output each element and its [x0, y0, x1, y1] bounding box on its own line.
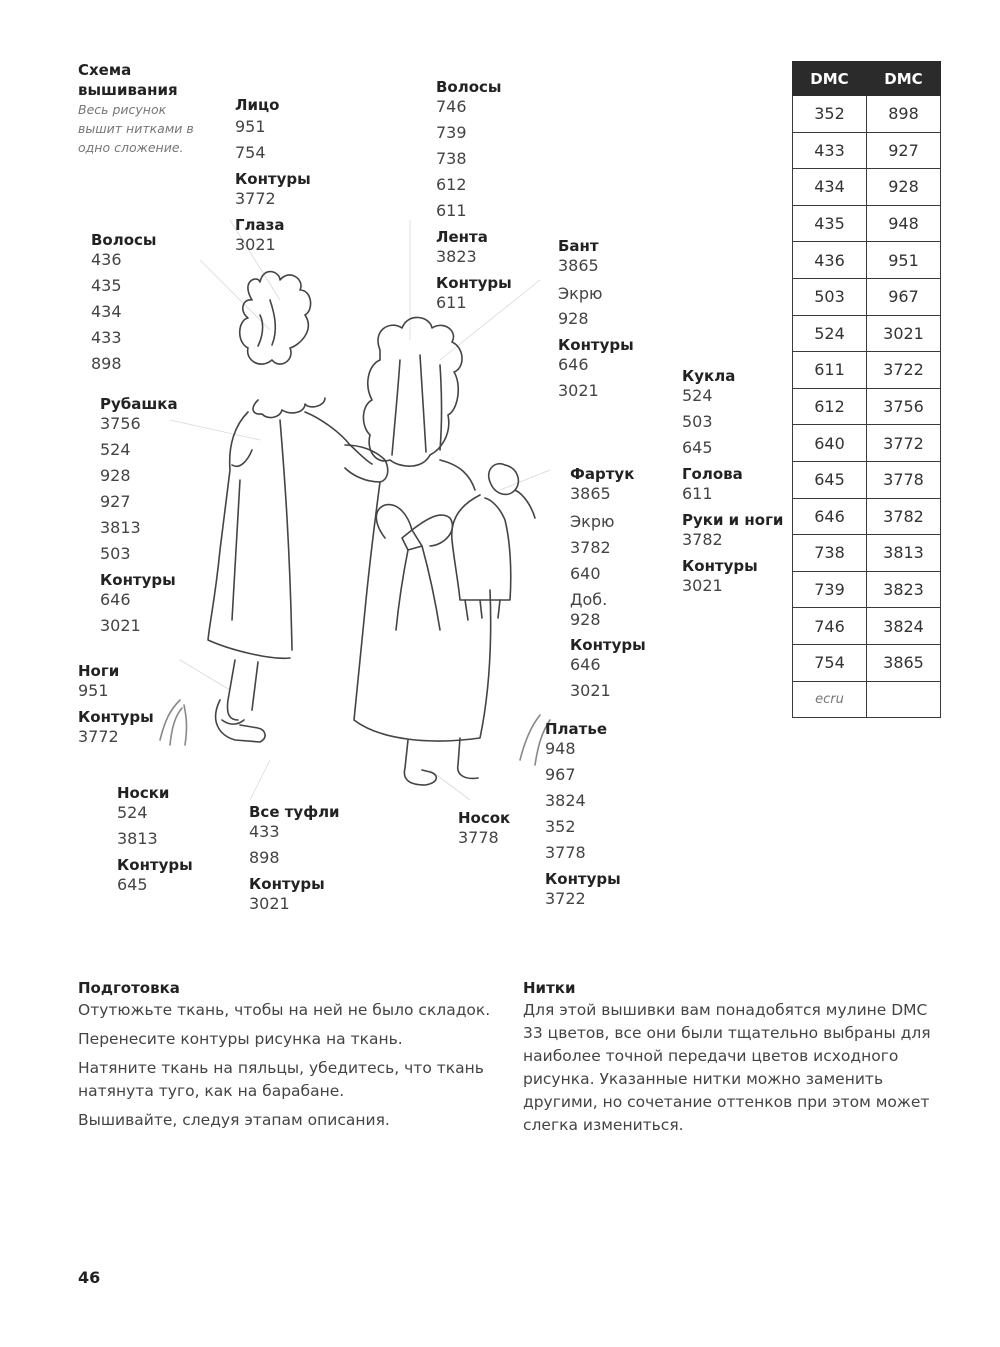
hair-boy-color: 433 [91, 328, 122, 347]
apron-color: 3782 [570, 538, 611, 557]
table-cell: 352 [793, 96, 867, 133]
table-row [793, 96, 941, 133]
table-row [793, 608, 941, 645]
threads-title: Нитки [523, 979, 576, 997]
apron-color: 928 [570, 610, 601, 629]
hair-girl-title: Волосы [436, 78, 502, 96]
group-shirt [100, 394, 178, 636]
scheme-title: Схема вышивания [78, 61, 178, 99]
dress-color: 967 [545, 765, 576, 784]
table-row [793, 132, 941, 169]
table-cell: 951 [867, 242, 941, 279]
table-row [793, 461, 941, 498]
group-apron [570, 464, 646, 701]
doll-limbs-color: 3782 [682, 530, 723, 549]
socks-color: 524 [117, 803, 148, 822]
table-cell: 739 [793, 571, 867, 608]
doll-color: 645 [682, 438, 713, 457]
table-cell: 3865 [867, 644, 941, 681]
socks-outline-title: Контуры [117, 856, 193, 874]
table-cell: 646 [793, 498, 867, 535]
hair-girl-color: 611 [436, 201, 467, 220]
doll-color: 503 [682, 412, 713, 431]
threads-text: Для этой вышивки вам понадобятся мулине DMC 33 цветов, все они были тщательно выбраны для наиболее точной передачи цветов исходного рисунка. Указанные нитки можно заменить другими, но сочетание оттенков при этом может слегка измениться. [523, 1001, 931, 1134]
table-cell: 738 [793, 535, 867, 572]
shoes-outline-title: Контуры [249, 875, 325, 893]
legs-title: Ноги [78, 662, 120, 680]
table-row [793, 352, 941, 389]
table-cell: 640 [793, 425, 867, 462]
dress-color: 948 [545, 739, 576, 758]
hair-girl-outline-title: Контуры [436, 274, 512, 292]
shirt-outline-color: 3021 [100, 616, 141, 635]
bow-outline-color: 3021 [558, 381, 599, 400]
hair-boy-title: Волосы [91, 231, 157, 249]
legs-color: 951 [78, 681, 109, 700]
sock-title: Носок [458, 809, 511, 827]
table-cell: 3778 [867, 461, 941, 498]
table-cell: 645 [793, 461, 867, 498]
table-cell: 434 [793, 169, 867, 206]
dress-outline-color: 3722 [545, 889, 586, 908]
sock-color: 3778 [458, 828, 499, 847]
shirt-color: 3756 [100, 414, 141, 433]
apron-extra-label: Доб. [570, 590, 608, 609]
face-title: Лицо [235, 96, 280, 114]
doll-outline-color: 3021 [682, 576, 723, 595]
group-hair-girl [436, 77, 512, 313]
shoes-title: Все туфли [249, 803, 340, 821]
hair-girl-outline-color: 611 [436, 293, 467, 312]
shoes-color: 433 [249, 822, 280, 841]
page-number: 46 [78, 1268, 101, 1287]
socks-title: Носки [117, 784, 170, 802]
apron-color: 3865 [570, 484, 611, 503]
table-header-row [793, 62, 941, 96]
bow-color: 3865 [558, 256, 599, 275]
eyes-title: Глаза [235, 216, 285, 234]
table-cell: 927 [867, 132, 941, 169]
group-doll [682, 366, 783, 596]
group-bow [558, 236, 634, 401]
face-color: 951 [235, 117, 266, 136]
apron-outline-title: Контуры [570, 636, 646, 654]
table-cell: 503 [793, 278, 867, 315]
apron-color: 640 [570, 564, 601, 583]
table-cell: 928 [867, 169, 941, 206]
face-color: 754 [235, 143, 266, 162]
shirt-color: 928 [100, 466, 131, 485]
table-cell: 436 [793, 242, 867, 279]
table-cell: 433 [793, 132, 867, 169]
apron-color: Экрю [570, 512, 615, 531]
dmc-color-table [792, 61, 941, 718]
hair-boy-color: 436 [91, 250, 122, 269]
table-cell: 612 [793, 388, 867, 425]
table-cell: 746 [793, 608, 867, 645]
bow-color: 928 [558, 309, 589, 328]
table-cell: 3823 [867, 571, 941, 608]
scheme-intro [78, 60, 208, 157]
table-cell: 3824 [867, 608, 941, 645]
preparation-section [78, 977, 498, 1138]
table-row [793, 315, 941, 352]
table-cell: 898 [867, 96, 941, 133]
table-cell: 3813 [867, 535, 941, 572]
ribbon-color: 3823 [436, 247, 477, 266]
doll-color: 524 [682, 386, 713, 405]
preparation-paragraph: Перенесите контуры рисунка на ткань. [78, 1030, 403, 1048]
table-cell: 611 [793, 352, 867, 389]
preparation-paragraph: Натяните ткань на пяльцы, убедитесь, что ткань натянута туго, как на барабане. [78, 1059, 484, 1100]
doll-head-color: 611 [682, 484, 713, 503]
table-row [793, 205, 941, 242]
apron-outline-color: 3021 [570, 681, 611, 700]
legs-outline-color: 3772 [78, 727, 119, 746]
shirt-color: 927 [100, 492, 131, 511]
table-header-cell: DMC [867, 62, 941, 96]
table-row [793, 425, 941, 462]
shirt-title: Рубашка [100, 395, 178, 413]
shirt-outline-color: 646 [100, 590, 131, 609]
bow-outline-title: Контуры [558, 336, 634, 354]
group-sock [458, 808, 510, 848]
group-legs [78, 661, 154, 747]
hair-girl-color: 738 [436, 149, 467, 168]
legs-outline-title: Контуры [78, 708, 154, 726]
table-cell: 3021 [867, 315, 941, 352]
dress-outline-title: Контуры [545, 870, 621, 888]
shoes-color: 898 [249, 848, 280, 867]
preparation-paragraph: Отутюжьте ткань, чтобы на ней не было складок. [78, 1001, 491, 1019]
preparation-paragraph: Вышивайте, следуя этапам описания. [78, 1111, 390, 1129]
table-cell: 435 [793, 205, 867, 242]
table-cell: 3772 [867, 425, 941, 462]
group-socks [117, 783, 193, 895]
preparation-title: Подготовка [78, 979, 180, 997]
bow-color: Экрю [558, 284, 603, 303]
apron-title: Фартук [570, 465, 635, 483]
shirt-color: 524 [100, 440, 131, 459]
table-cell: 3756 [867, 388, 941, 425]
table-cell: 524 [793, 315, 867, 352]
shirt-outline-title: Контуры [100, 571, 176, 589]
table-cell-ecru: ecru [793, 681, 867, 718]
table-cell: 3782 [867, 498, 941, 535]
table-row [793, 644, 941, 681]
table-row [793, 278, 941, 315]
hair-girl-color: 739 [436, 123, 467, 142]
face-outline-title: Контуры [235, 170, 311, 188]
dress-title: Платье [545, 720, 608, 738]
dress-color: 3778 [545, 843, 586, 862]
socks-color: 3813 [117, 829, 158, 848]
bow-outline-color: 646 [558, 355, 589, 374]
table-row [793, 388, 941, 425]
table-row [793, 242, 941, 279]
table-cell: 948 [867, 205, 941, 242]
hair-girl-color: 746 [436, 97, 467, 116]
table-row [793, 681, 941, 718]
table-cell: 3722 [867, 352, 941, 389]
table-row [793, 169, 941, 206]
face-outline-color: 3772 [235, 189, 276, 208]
apron-outline-color: 646 [570, 655, 601, 674]
doll-head-title: Голова [682, 465, 743, 483]
shoes-outline-color: 3021 [249, 894, 290, 913]
group-shoes [249, 802, 340, 914]
doll-outline-title: Контуры [682, 557, 758, 575]
group-face [235, 95, 311, 255]
eyes-color: 3021 [235, 235, 276, 254]
table-cell [867, 681, 941, 718]
bow-title: Бант [558, 237, 599, 255]
ribbon-title: Лента [436, 228, 488, 246]
dress-color: 352 [545, 817, 576, 836]
table-row [793, 498, 941, 535]
table-row [793, 535, 941, 572]
doll-title: Кукла [682, 367, 736, 385]
hair-girl-color: 612 [436, 175, 467, 194]
group-dress [545, 719, 621, 909]
children-embroidery-illustration [140, 220, 600, 800]
hair-boy-color: 435 [91, 276, 122, 295]
table-header-cell: DMC [793, 62, 867, 96]
hair-boy-color: 898 [91, 354, 122, 373]
dress-color: 3824 [545, 791, 586, 810]
shirt-color: 503 [100, 544, 131, 563]
threads-section [523, 977, 943, 1143]
socks-outline-color: 645 [117, 875, 148, 894]
doll-limbs-title: Руки и ноги [682, 511, 784, 529]
table-cell: 967 [867, 278, 941, 315]
scheme-subtitle: Весь рисунок вышит нитками в одно сложение. [78, 102, 194, 155]
table-row [793, 571, 941, 608]
shirt-color: 3813 [100, 518, 141, 537]
hair-boy-color: 434 [91, 302, 122, 321]
table-cell: 754 [793, 644, 867, 681]
group-hair-boy [91, 230, 157, 374]
